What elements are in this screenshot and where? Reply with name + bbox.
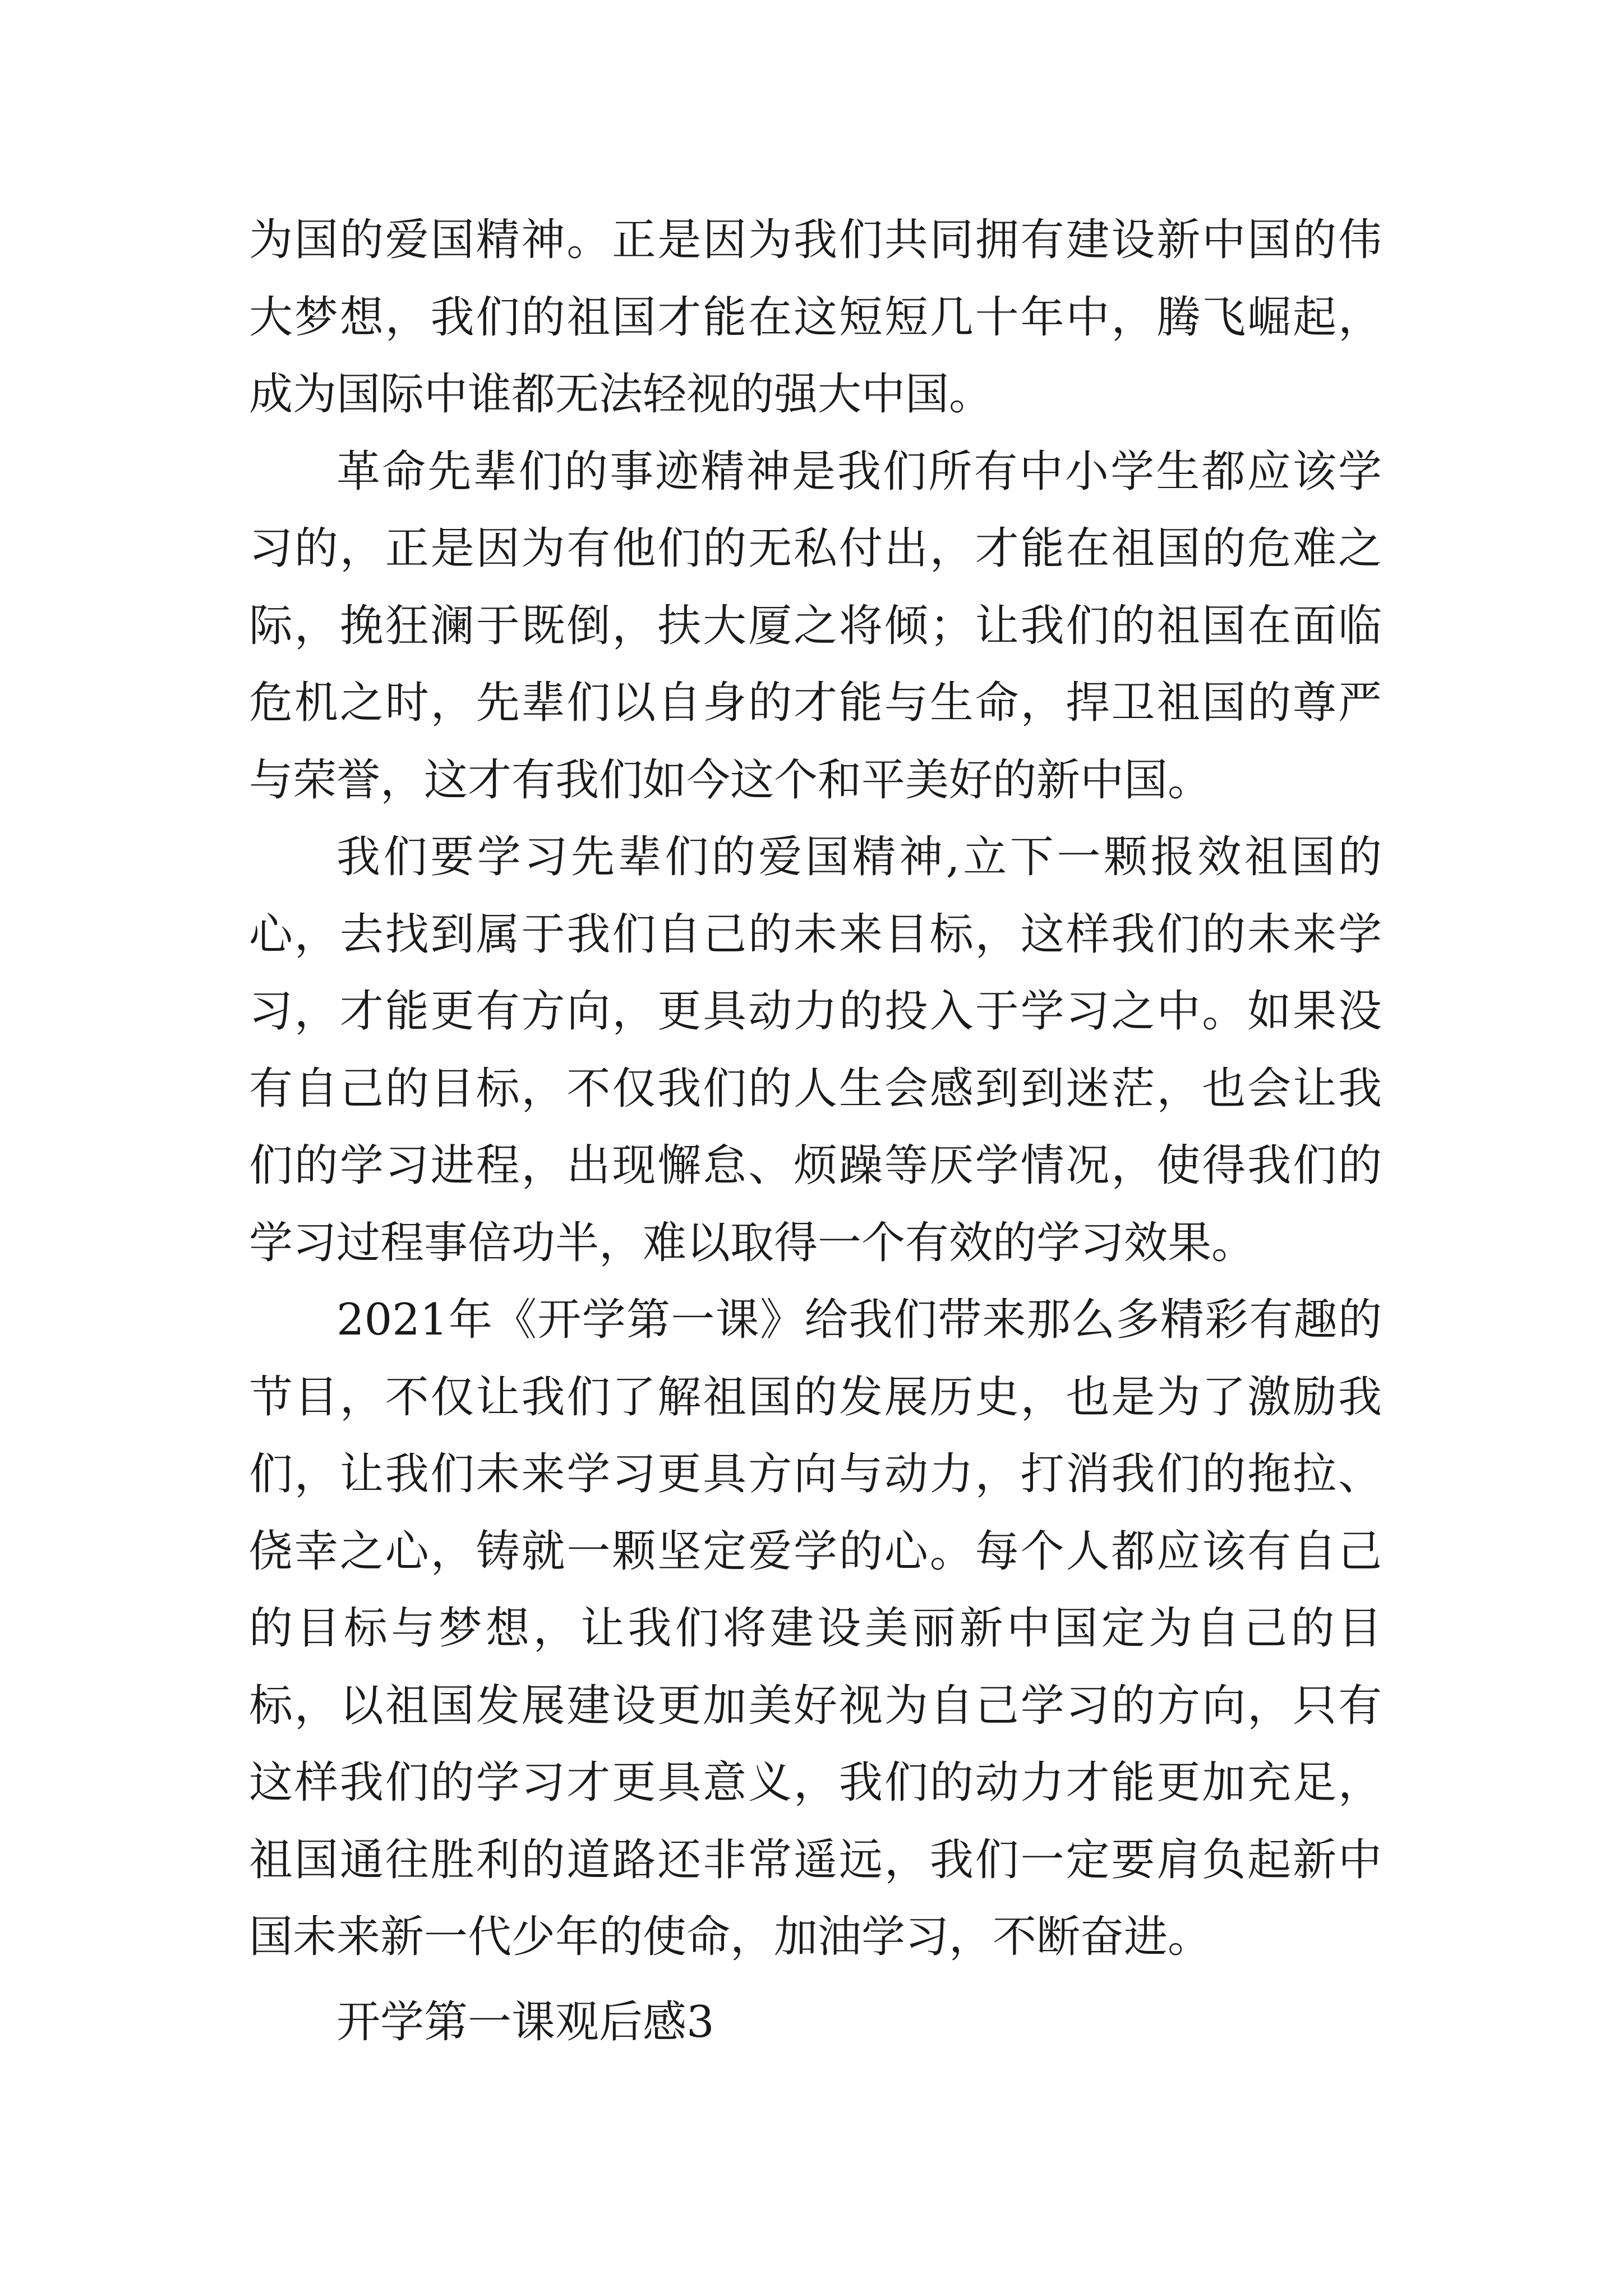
paragraph-2: 革命先辈们的事迹精神是我们所有中小学生都应该学习的，正是因为有他们的无私付出，才能在祖国的危难之际，挽狂澜于既倒，扶大厦之将倾；让我们的祖国在面临危机之时，先辈们以自身的才能与生命，捍卫祖国的尊严与荣誉，这才有我们如今这个和平美好的新中国。: [249, 446, 1382, 806]
paragraph-4: 2021年《开学第一课》给我们带来那么多精彩有趣的节目，不仅让我们了解祖国的发展历史，也是为了激励我们，让我们未来学习更具方向与动力，打消我们的拖拉、侥幸之心，铸就一颗坚定爱学的心。每个人都应该有自己的目标与梦想，让我们将建设美丽新中国定为自己的目标，以祖国发展建设更加美好视为自己学习的方向，只有这样我们的学习才更具意义，我们的动力才能更加充足，祖国通往胜利的道路还非常遥远，我们一定要肩负起新中国未来新一代少年的使命，加油学习，不断奋进。: [249, 1295, 1382, 1962]
paragraph-3: 我们要学习先辈们的爱国精神,立下一颗报效祖国的心，去找到属于我们自己的未来目标，这样我们的未来学习，才能更有方向，更具动力的投入于学习之中。如果没有自己的目标，不仅我们的人生会感到到迷茫，也会让我们的学习进程，出现懈怠、烦躁等厌学情况，使得我们的学习过程事倍功半，难以取得一个有效的学习效果。: [249, 832, 1382, 1268]
document-body: [249, 202, 1382, 2061]
section-heading: 开学第一课观后感3: [336, 1996, 714, 2047]
paragraph-1: 为国的爱国精神。正是因为我们共同拥有建设新中国的伟大梦想，我们的祖国才能在这短短几十年中，腾飞崛起，成为国际中谁都无法轻视的强大中国。: [249, 215, 1382, 420]
